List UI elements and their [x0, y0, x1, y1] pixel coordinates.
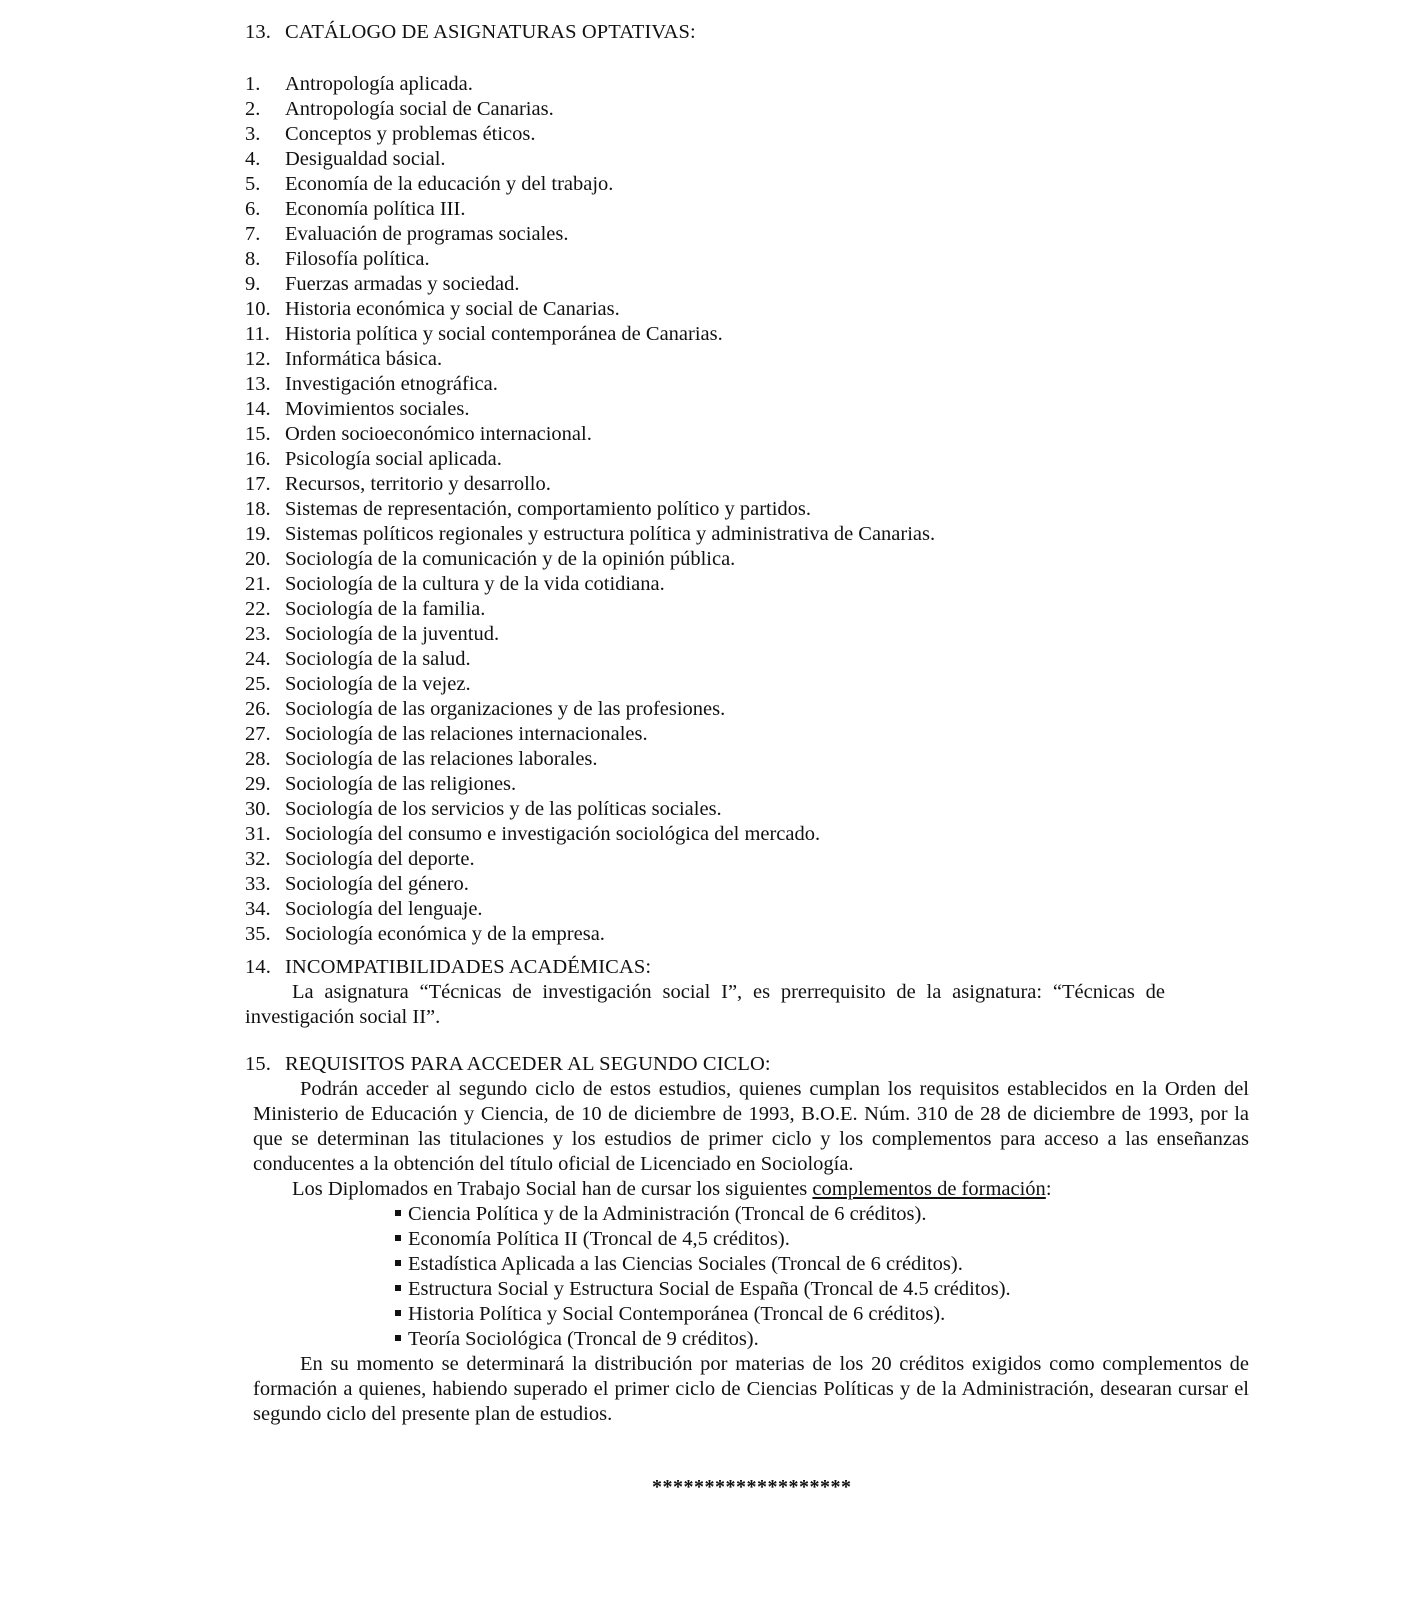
bullet-icon [395, 1260, 401, 1266]
list-item [245, 497, 935, 522]
bullet-icon [395, 1335, 401, 1341]
section-15-number: 15. [245, 1053, 271, 1075]
complement-text: Economía Política II (Troncal de 4,5 créditos). [408, 1228, 790, 1250]
list-item [245, 272, 935, 297]
list-item-text: Historia económica y social de Canarias. [285, 298, 620, 320]
list-item-text: Historia política y social contemporánea de Canarias. [285, 323, 723, 345]
list-item-number: 23. [245, 623, 271, 645]
list-item [245, 72, 935, 97]
list-item-number: 5. [245, 173, 261, 195]
list-item [245, 247, 935, 272]
list-item-number: 10. [245, 298, 271, 320]
list-item [245, 197, 935, 222]
list-item [245, 597, 935, 622]
list-item-text: Investigación etnográfica. [285, 373, 498, 395]
list-item-text: Movimientos sociales. [285, 398, 470, 420]
list-item-number: 11. [245, 323, 270, 345]
list-item-text: Sociología del deporte. [285, 848, 475, 870]
list-item-number: 21. [245, 573, 271, 595]
list-item [245, 822, 935, 847]
list-item-number: 22. [245, 598, 271, 620]
list-item-text: Fuerzas armadas y sociedad. [285, 273, 520, 295]
list-item-number: 14. [245, 398, 271, 420]
paragraph-2-suffix: : [1045, 1178, 1052, 1200]
list-item [245, 847, 935, 872]
list-item [245, 447, 935, 472]
list-item [245, 622, 935, 647]
bullet-icon [395, 1235, 401, 1241]
complement-text: Historia Política y Social Contemporánea (Troncal de 6 créditos). [408, 1303, 946, 1325]
list-item-text: Orden socioeconómico internacional. [285, 423, 592, 445]
list-item [245, 397, 935, 422]
list-item-text: Sociología de la vejez. [285, 673, 471, 695]
list-item-number: 29. [245, 773, 271, 795]
list-item-number: 35. [245, 923, 271, 945]
list-item-number: 6. [245, 198, 261, 220]
bullet-icon [395, 1210, 401, 1216]
list-item [245, 147, 935, 172]
list-item-number: 12. [245, 348, 271, 370]
complement-text: Ciencia Política y de la Administración (Troncal de 6 créditos). [408, 1203, 927, 1225]
list-item-number: 30. [245, 798, 271, 820]
complement-item [395, 1327, 1011, 1352]
complement-item [395, 1252, 1011, 1277]
list-item-number: 15. [245, 423, 271, 445]
list-item [245, 172, 935, 197]
list-item-number: 31. [245, 823, 271, 845]
list-item-text: Conceptos y problemas éticos. [285, 123, 536, 145]
list-item-number: 17. [245, 473, 271, 495]
list-item-number: 27. [245, 723, 271, 745]
section-15-heading [245, 1052, 771, 1077]
section-15-paragraph-3: En su momento se determinará la distribución por materias de los 20 créditos exigidos como complementos de formación a quienes, habiendo superado el primer ciclo de Ciencias Políticas y de la Administración, desearan cursar el segundo ciclo del presente plan de estudios. [253, 1353, 1249, 1425]
list-item [245, 647, 935, 672]
list-item-text: Sociología económica y de la empresa. [285, 923, 605, 945]
section-13-number: 13. [245, 21, 271, 43]
list-item [245, 547, 935, 572]
list-item [245, 322, 935, 347]
bullet-icon [395, 1310, 401, 1316]
list-item-number: 2. [245, 98, 261, 120]
list-item [245, 97, 935, 122]
list-item [245, 672, 935, 697]
list-item-text: Psicología social aplicada. [285, 448, 502, 470]
list-item-number: 1. [245, 73, 261, 95]
complement-item [395, 1277, 1011, 1302]
list-item-number: 24. [245, 648, 271, 670]
list-item [245, 572, 935, 597]
list-item-text: Filosofía política. [285, 248, 430, 270]
list-item-number: 25. [245, 673, 271, 695]
list-item-number: 20. [245, 548, 271, 570]
list-item [245, 372, 935, 397]
list-item [245, 472, 935, 497]
list-item [245, 722, 935, 747]
list-item-text: Sociología del lenguaje. [285, 898, 483, 920]
section-15-paragraph-1: Podrán acceder al segundo ciclo de estos estudios, quienes cumplan los requisitos establecidos en la Orden del Ministerio de Educación y Ciencia, de 10 de diciembre de 1993, B.O.E. Núm. 310 de 28 de diciembre de 1993, por la que se determinan las titulaciones y los estudios de primer ciclo y los complementos para acceso a las enseñanzas conducentes a la obtención del título oficial de Licenciado en Sociología. [253, 1078, 1249, 1175]
list-item [245, 697, 935, 722]
list-item-number: 9. [245, 273, 261, 295]
list-item-text: Sociología de la comunicación y de la opinión pública. [285, 548, 736, 570]
complement-text: Teoría Sociológica (Troncal de 9 créditos). [408, 1328, 759, 1350]
list-item-text: Evaluación de programas sociales. [285, 223, 569, 245]
section-13-title: CATÁLOGO DE ASIGNATURAS OPTATIVAS: [285, 21, 696, 43]
list-item-number: 28. [245, 748, 271, 770]
section-13-heading [245, 20, 696, 45]
section-14-number: 14. [245, 956, 271, 978]
complement-item [395, 1227, 1011, 1252]
list-item-number: 7. [245, 223, 261, 245]
list-item [245, 922, 935, 947]
list-item-number: 13. [245, 373, 271, 395]
list-item-number: 19. [245, 523, 271, 545]
list-item-number: 32. [245, 848, 271, 870]
list-item [245, 122, 935, 147]
list-item [245, 222, 935, 247]
list-item-text: Sociología de la juventud. [285, 623, 500, 645]
paragraph-2-underlined: complementos de formación [812, 1178, 1046, 1200]
end-marker: ******************* [652, 1476, 852, 1498]
list-item [245, 797, 935, 822]
list-item-text: Economía de la educación y del trabajo. [285, 173, 614, 195]
list-item [245, 297, 935, 322]
list-item-text: Sociología de las relaciones internacionales. [285, 723, 648, 745]
bullet-icon [395, 1285, 401, 1291]
list-item-text: Desigualdad social. [285, 148, 446, 170]
list-item-text: Recursos, territorio y desarrollo. [285, 473, 551, 495]
list-item [245, 347, 935, 372]
list-item-text: Sociología de los servicios y de las políticas sociales. [285, 798, 722, 820]
section-15-title: REQUISITOS PARA ACCEDER AL SEGUNDO CICLO: [285, 1053, 771, 1075]
list-item-text: Sociología de las religiones. [285, 773, 517, 795]
section-14-heading [245, 955, 651, 980]
complement-text: Estructura Social y Estructura Social de España (Troncal de 4.5 créditos). [408, 1278, 1011, 1300]
list-item-text: Antropología aplicada. [285, 73, 473, 95]
list-item [245, 897, 935, 922]
section-14-body: La asignatura “Técnicas de investigación social I”, es prerrequisito de la asignatura: “Técnicas de investigación social II”. [245, 981, 1165, 1028]
list-item-text: Sociología del género. [285, 873, 469, 895]
list-item-number: 34. [245, 898, 271, 920]
section-15-paragraph-2 [292, 1177, 1052, 1202]
list-item-number: 3. [245, 123, 261, 145]
list-item-text: Economía política III. [285, 198, 466, 220]
list-item [245, 872, 935, 897]
list-item [245, 422, 935, 447]
list-item-number: 16. [245, 448, 271, 470]
list-item-number: 26. [245, 698, 271, 720]
list-item-text: Sociología de las organizaciones y de las profesiones. [285, 698, 726, 720]
complements-list [395, 1202, 1011, 1352]
section-14-title: INCOMPATIBILIDADES ACADÉMICAS: [285, 956, 652, 978]
list-item-text: Sociología del consumo e investigación sociológica del mercado. [285, 823, 821, 845]
list-item-text: Sistemas políticos regionales y estructura política y administrativa de Canarias. [285, 523, 936, 545]
list-item-text: Sociología de las relaciones laborales. [285, 748, 598, 770]
list-item [245, 747, 935, 772]
list-item-number: 8. [245, 248, 261, 270]
list-item-text: Sociología de la cultura y de la vida cotidiana. [285, 573, 665, 595]
optional-subjects-list [245, 72, 935, 947]
complement-text: Estadística Aplicada a las Ciencias Sociales (Troncal de 6 créditos). [408, 1253, 963, 1275]
list-item [245, 772, 935, 797]
list-item-number: 4. [245, 148, 261, 170]
list-item-number: 33. [245, 873, 271, 895]
list-item-text: Sociología de la salud. [285, 648, 471, 670]
paragraph-2-prefix: Los Diplomados en Trabajo Social han de cursar los siguientes [292, 1178, 813, 1200]
list-item-text: Informática básica. [285, 348, 443, 370]
complement-item [395, 1302, 1011, 1327]
list-item-text: Sistemas de representación, comportamiento político y partidos. [285, 498, 812, 520]
list-item-number: 18. [245, 498, 271, 520]
list-item-text: Sociología de la familia. [285, 598, 486, 620]
complement-item [395, 1202, 1011, 1227]
list-item [245, 522, 935, 547]
list-item-text: Antropología social de Canarias. [285, 98, 554, 120]
